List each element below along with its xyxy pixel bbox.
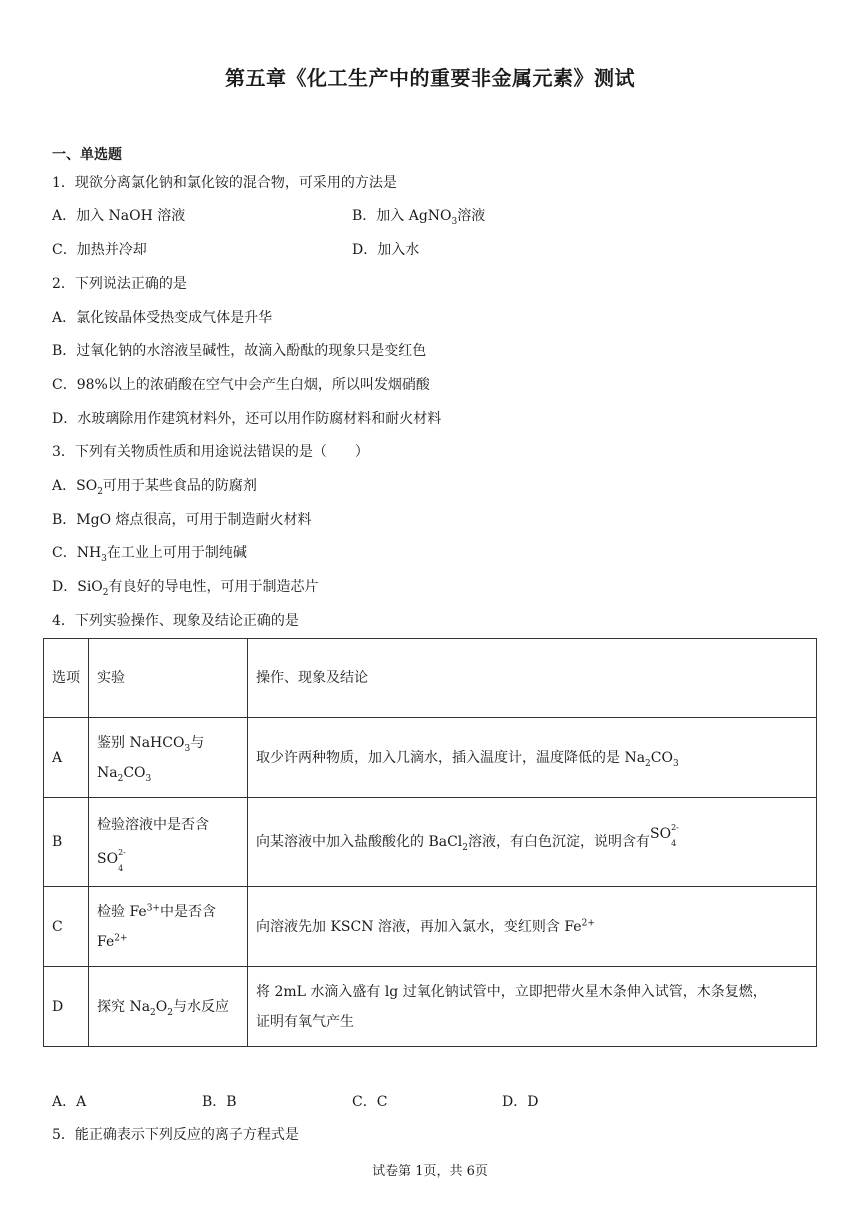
row-experiment: 探究 $Na_2O_2$与水反应 <box>89 967 248 1047</box>
row-operation: 向溶液先加 KSCN 溶液，再加入氯水，变红则含 $Fe^{2+}$ <box>248 887 817 967</box>
q1-option-d: D．加入水 <box>352 242 420 258</box>
q4-answer-d: D．D <box>502 1094 539 1110</box>
header-option: 选项 <box>44 639 89 718</box>
q2-option-d: D．水玻璃除用作建筑材料外，还可以用作防腐材料和耐火材料 <box>52 411 442 427</box>
q1-option-b: B．加入 AgNO$_3$溶液 <box>352 208 486 227</box>
table-row <box>44 718 817 798</box>
q4-answer-a: A．A <box>52 1094 87 1110</box>
q4-answer-c: C．C <box>352 1094 388 1110</box>
q5-stem: 5．能正确表示下列反应的离子方程式是 <box>52 1127 299 1143</box>
table-row <box>44 887 817 967</box>
header-experiment: 实验 <box>89 639 248 718</box>
row-experiment: 检验 $Fe^{3+}$中是否含 $Fe^{2+}$ <box>89 887 248 967</box>
q3-option-c: C．$NH_3$在工业上可用于制纯碱 <box>52 545 247 564</box>
row-experiment: 检验溶液中是否含 SO 2- 4 <box>89 798 248 887</box>
table-row <box>44 967 817 1047</box>
q3-option-a: A．$SO_2$可用于某些食品的防腐剂 <box>52 478 257 497</box>
q2-option-a: A．氯化铵晶体受热变成气体是升华 <box>52 310 273 326</box>
q4-table <box>43 638 817 1047</box>
page-footer: 试卷第 1页，共 6页 <box>372 1164 488 1179</box>
sulfate-ion: SO 2- 4 <box>650 823 679 848</box>
q2-stem: 2．下列说法正确的是 <box>52 276 187 292</box>
row-option: C <box>44 887 89 967</box>
row-option: A <box>44 718 89 798</box>
q4-answer-b: B．B <box>202 1094 237 1110</box>
row-experiment: 鉴别 NaHCO$_3$与 $Na_2CO_3$ <box>89 718 248 798</box>
section-heading: 一、单选题 <box>52 147 122 163</box>
q3-option-b: B．MgO 熔点很高，可用于制造耐火材料 <box>52 512 312 528</box>
row-operation: 向某溶液中加入盐酸酸化的 BaCl$_2$溶液，有白色沉淀，说明含有SO 2- 4 <box>248 798 817 887</box>
row-operation: 取少许两种物质，加入几滴水，插入温度计，温度降低的是 $Na_2CO_3$ <box>248 718 817 798</box>
sulfate-ion: SO 2- 4 <box>97 848 126 873</box>
q1-stem: 1．现欲分离氯化钠和氯化铵的混合物，可采用的方法是 <box>52 175 397 191</box>
table-row <box>44 798 817 887</box>
row-option: B <box>44 798 89 887</box>
q1-option-c: C．加热并冷却 <box>52 242 147 258</box>
table-header-row <box>44 639 817 718</box>
q3-option-d: D．SiO$_2$有良好的导电性，可用于制造芯片 <box>52 579 319 598</box>
row-operation: 将 2mL 水滴入盛有 lg 过氧化钠试管中，立即把带火星木条伸入试管，木条复燃， 证明有氧气产生 <box>248 967 817 1047</box>
header-operation: 操作、现象及结论 <box>248 639 817 718</box>
page-title: 第五章《化工生产中的重要非金属元素》测试 <box>225 66 635 90</box>
q3-stem: 3．下列有关物质性质和用途说法错误的是（ ） <box>52 444 369 460</box>
q2-option-b: B．过氧化钠的水溶液呈碱性，故滴入酚酞的现象只是变红色 <box>52 343 427 359</box>
row-option: D <box>44 967 89 1047</box>
q2-option-c: C．98%以上的浓硝酸在空气中会产生白烟，所以叫发烟硝酸 <box>52 377 430 393</box>
q4-stem: 4．下列实验操作、现象及结论正确的是 <box>52 613 299 629</box>
q1-option-a: A．加入 NaOH 溶液 <box>52 208 186 224</box>
